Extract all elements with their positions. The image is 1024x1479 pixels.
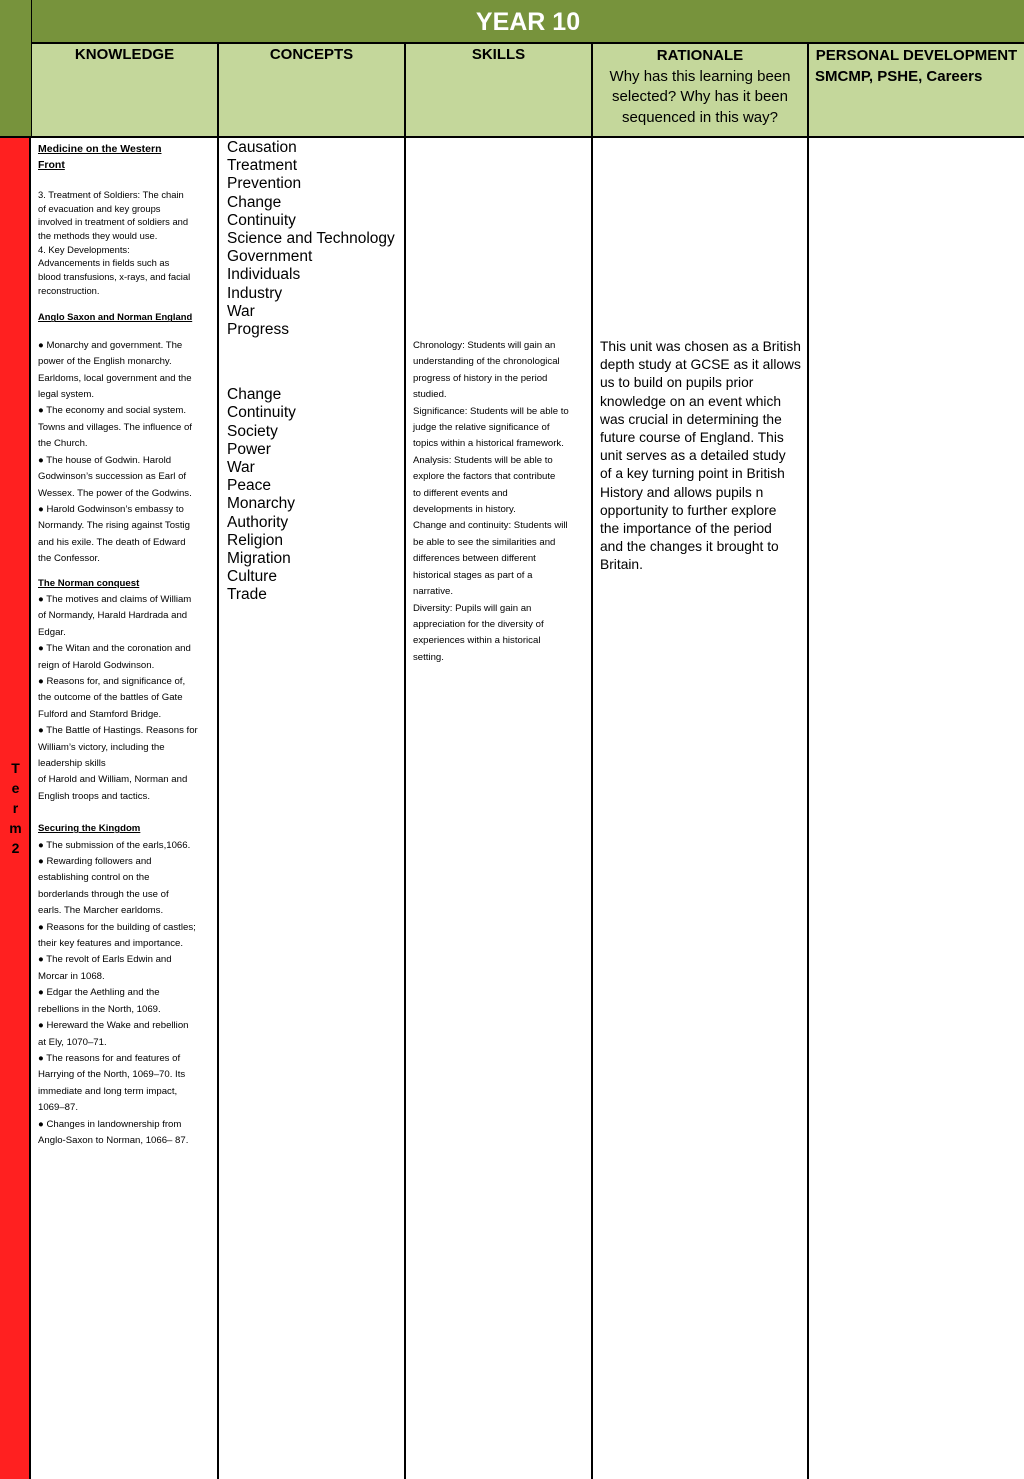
concepts-heading: CONCEPTS bbox=[269, 46, 354, 63]
skill-line: be able to see the similarities and bbox=[413, 536, 556, 548]
rationale-line: This unit was chosen as a British bbox=[600, 339, 801, 354]
skill-line: appreciation for the diversity of bbox=[413, 618, 544, 630]
securing-kingdom-line: at Ely, 1070–71. bbox=[38, 1036, 107, 1048]
concept-item: Causation bbox=[227, 139, 297, 156]
term-label: T e r m 2 bbox=[9, 760, 22, 856]
anglo-saxon-line: ● Harold Godwinson’s embassy to bbox=[38, 503, 184, 515]
anglo-saxon-line: Towns and villages. The influence of bbox=[38, 421, 192, 433]
skill-line: explore the factors that contribute bbox=[413, 471, 556, 483]
securing-kingdom-line: ● Reasons for the building of castles; bbox=[38, 921, 196, 933]
skill-line: historical stages as part of a bbox=[413, 569, 533, 581]
skill-line: narrative. bbox=[413, 586, 453, 598]
concept-item: Treatment bbox=[227, 157, 298, 175]
knowledge-content bbox=[31, 138, 217, 1149]
rationale-line: and the changes it brought to bbox=[600, 539, 779, 555]
medicine-line: reconstruction. bbox=[38, 284, 100, 296]
anglo-saxon-line: Godwinson’s succession as Earl of bbox=[38, 471, 187, 483]
norman-conquest-line: English troops and tactics. bbox=[38, 790, 150, 802]
norman-conquest-line: William’s victory, including the bbox=[38, 741, 165, 753]
skill-line: Diversity: Pupils will gain an bbox=[413, 602, 532, 614]
concept-item: Prevention bbox=[227, 175, 302, 193]
norman-conquest-line: ● The motives and claims of William bbox=[38, 593, 192, 605]
securing-kingdom-line: earls. The Marcher earldoms. bbox=[38, 905, 164, 917]
anglo-saxon-line: the Confessor. bbox=[38, 553, 100, 565]
concept-item: Individuals bbox=[227, 266, 301, 284]
medicine-line: 3. Treatment of Soldiers: The chain bbox=[38, 188, 184, 200]
personal-heading: PERSONAL DEVELOPMENT bbox=[815, 47, 1018, 64]
norman-conquest-line: ● The Battle of Hastings. Reasons for bbox=[38, 725, 198, 737]
norman-conquest-line: ● Reasons for, and significance of, bbox=[38, 675, 186, 687]
anglo-saxon-line: legal system. bbox=[38, 389, 94, 401]
medicine-line: of evacuation and key groups bbox=[38, 202, 161, 214]
anglo-saxon-line: the Church. bbox=[38, 438, 88, 450]
norman-conquest-line: Edgar. bbox=[38, 626, 66, 638]
rationale-cell bbox=[593, 138, 809, 1479]
personal-subtitle: SMCMP, PSHE, Careers bbox=[815, 67, 983, 85]
corner-block bbox=[0, 0, 31, 138]
rationale-line: the importance of the period bbox=[600, 521, 772, 537]
norman-conquest-line: leadership skills bbox=[38, 758, 106, 769]
anglo-saxon-heading: Anglo Saxon and Norman England bbox=[38, 311, 193, 323]
spacer bbox=[38, 174, 211, 188]
securing-kingdom-line: ● Rewarding followers and bbox=[38, 856, 152, 868]
concept-item: Government bbox=[227, 248, 313, 266]
securing-kingdom-line: Harrying of the North, 1069–70. Its bbox=[38, 1069, 186, 1081]
concept-item: Progress bbox=[227, 321, 290, 339]
rationale-line: opportunity to further explore bbox=[600, 502, 777, 518]
rationale-content bbox=[593, 138, 807, 575]
rationale-line: unit serves as a detailed study bbox=[600, 448, 786, 464]
spacer bbox=[38, 326, 211, 338]
spacer bbox=[38, 568, 211, 576]
norman-conquest-line: the outcome of the battles of Gate bbox=[38, 692, 183, 704]
securing-kingdom-line: ● The revolt of Earls Edwin and bbox=[38, 954, 172, 966]
rationale-heading: RATIONALE bbox=[656, 47, 744, 64]
header-concepts bbox=[219, 44, 406, 138]
skills-cell bbox=[406, 138, 593, 1479]
spacer bbox=[227, 339, 404, 386]
skill-line: developments in history. bbox=[413, 504, 516, 516]
concept-item: Power bbox=[227, 440, 271, 458]
concept-item: Authority bbox=[227, 513, 289, 531]
securing-kingdom-line: ● The submission of the earls,1066. bbox=[38, 839, 191, 851]
securing-kingdom-line: 1069–87. bbox=[38, 1102, 79, 1114]
skill-line: differences between different bbox=[413, 553, 536, 565]
skill-line: Change and continuity: Students will bbox=[413, 520, 568, 532]
concept-item: Science and Technology bbox=[227, 230, 395, 248]
securing-kingdom-line: their key features and importance. bbox=[38, 938, 184, 950]
medicine-line: Advancements in fields such as bbox=[38, 257, 170, 269]
rationale-line: Britain. bbox=[600, 557, 643, 573]
anglo-saxon-line: ● The house of Godwin. Harold bbox=[38, 454, 172, 466]
medicine-heading: Front bbox=[38, 159, 65, 172]
norman-conquest-line: Fulford and Stamford Bridge. bbox=[38, 708, 162, 720]
concept-item: Change bbox=[227, 193, 282, 211]
header-personal-development bbox=[809, 44, 1024, 138]
concept-item: Monarchy bbox=[227, 495, 296, 513]
skill-line: studied. bbox=[413, 389, 447, 401]
skill-line: judge the relative significance of bbox=[413, 422, 550, 434]
concepts-content bbox=[219, 138, 404, 605]
knowledge-heading: KNOWLEDGE bbox=[74, 46, 175, 63]
concept-item: Change bbox=[227, 386, 282, 404]
header-rationale bbox=[593, 44, 809, 138]
concept-item: Peace bbox=[227, 477, 271, 495]
securing-kingdom-line: ● Edgar the Aethling and the bbox=[38, 987, 160, 999]
medicine-line: the methods they would use. bbox=[38, 229, 158, 241]
rationale-line: of a key turning point in British bbox=[600, 466, 785, 482]
medicine-line: blood transfusions, x-rays, and facial bbox=[38, 271, 191, 283]
year-title: YEAR 10 bbox=[31, 0, 1024, 44]
skills-heading: SKILLS bbox=[471, 46, 526, 63]
medicine-line: involved in treatment of soldiers and bbox=[38, 216, 189, 228]
skill-line: Chronology: Students will gain an bbox=[413, 340, 556, 351]
skill-line: experiences within a historical bbox=[413, 635, 541, 647]
medicine-heading: Medicine on the Western bbox=[38, 143, 162, 155]
spacer bbox=[38, 805, 211, 821]
skill-line: to different events and bbox=[413, 487, 508, 499]
concept-item: Industry bbox=[227, 284, 283, 302]
rationale-line: us to build on pupils prior bbox=[600, 375, 754, 391]
concept-item: War bbox=[227, 302, 255, 320]
securing-kingdom-heading: Securing the Kingdom bbox=[38, 823, 141, 835]
anglo-saxon-line: ● Monarchy and government. The bbox=[38, 339, 183, 351]
securing-kingdom-line: establishing control on the bbox=[38, 872, 150, 884]
skill-line: setting. bbox=[413, 651, 444, 663]
skills-content bbox=[406, 138, 591, 666]
rationale-line: History and allows pupils n bbox=[600, 484, 764, 500]
concept-item: Trade bbox=[227, 586, 267, 604]
norman-conquest-line: of Harold and William, Norman and bbox=[38, 774, 188, 786]
anglo-saxon-line: Wessex. The power of the Godwins. bbox=[38, 487, 192, 499]
anglo-saxon-line: and his exile. The death of Edward bbox=[38, 536, 186, 548]
anglo-saxon-line: Normandy. The rising against Tostig bbox=[38, 520, 190, 532]
concept-item: War bbox=[227, 459, 255, 477]
spacer bbox=[38, 297, 211, 309]
anglo-saxon-line: power of the English monarchy. bbox=[38, 356, 172, 368]
securing-kingdom-line: Morcar in 1068. bbox=[38, 970, 105, 982]
securing-kingdom-line: borderlands through the use of bbox=[38, 888, 169, 900]
skill-line: Analysis: Students will be able to bbox=[413, 454, 553, 466]
rationale-subtitle: Why has this learning been selected? Why has it been sequenced in this way? bbox=[609, 67, 791, 126]
rationale-line: knowledge on an event which bbox=[600, 393, 782, 409]
concept-item: Continuity bbox=[227, 211, 296, 229]
knowledge-cell bbox=[31, 138, 219, 1479]
skill-line: progress of history in the period bbox=[413, 372, 548, 384]
concept-item: Religion bbox=[227, 531, 284, 549]
skill-line: Significance: Students will be able to bbox=[413, 405, 569, 417]
concept-item: Society bbox=[227, 422, 278, 440]
securing-kingdom-line: ● Hereward the Wake and rebellion bbox=[38, 1020, 189, 1032]
securing-kingdom-line: Anglo-Saxon to Norman, 1066– 87. bbox=[38, 1134, 189, 1146]
concepts-cell bbox=[219, 138, 406, 1479]
medicine-line: 4. Key Developments: bbox=[38, 243, 130, 255]
personal-development-cell bbox=[809, 138, 1024, 1479]
norman-conquest-heading: The Norman conquest bbox=[38, 577, 140, 589]
rationale-line: was crucial in determining the bbox=[600, 411, 782, 427]
header-knowledge bbox=[31, 44, 219, 138]
norman-conquest-line: reign of Harold Godwinson. bbox=[38, 659, 155, 671]
anglo-saxon-line: Earldoms, local government and the bbox=[38, 372, 192, 384]
anglo-saxon-line: ● The economy and social system. bbox=[38, 405, 186, 417]
rationale-line: future course of England. This bbox=[600, 430, 784, 446]
securing-kingdom-line: immediate and long term impact, bbox=[38, 1085, 178, 1097]
concept-item: Migration bbox=[227, 550, 291, 568]
skill-line: understanding of the chronological bbox=[413, 356, 560, 368]
concept-item: Continuity bbox=[227, 404, 296, 422]
securing-kingdom-line: ● Changes in landownership from bbox=[38, 1118, 182, 1130]
rationale-line: depth study at GCSE as it allows bbox=[600, 357, 801, 373]
concept-item: Culture bbox=[227, 568, 277, 586]
securing-kingdom-line: ● The reasons for and features of bbox=[38, 1052, 181, 1064]
header-skills bbox=[406, 44, 593, 138]
skill-line: topics within a historical framework. bbox=[413, 438, 564, 450]
norman-conquest-line: ● The Witan and the coronation and bbox=[38, 643, 191, 655]
norman-conquest-line: of Normandy, Harald Hardrada and bbox=[38, 610, 188, 622]
securing-kingdom-line: rebellions in the North, 1069. bbox=[38, 1003, 161, 1015]
